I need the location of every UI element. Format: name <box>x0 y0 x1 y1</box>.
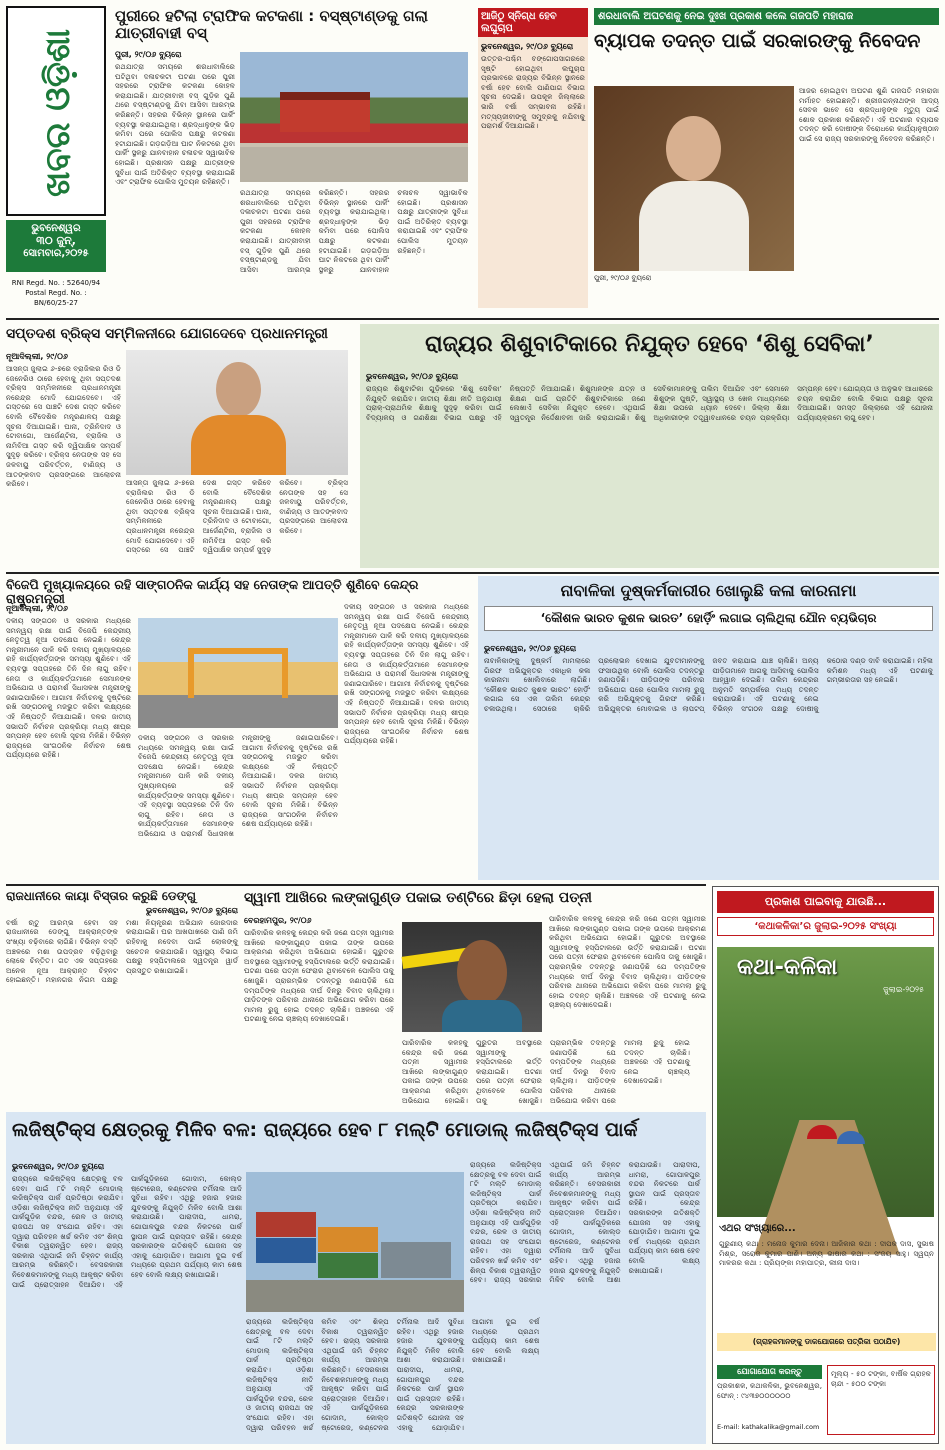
article-logistics <box>6 1112 706 1444</box>
photo-woman-body <box>442 1000 522 1032</box>
body-weather: ଉତ୍ତର-ପଶ୍ଚିମ ବଙ୍ଗୋପସାଗରରେ ସୃଷ୍ଟି ହୋଇଥିବା ଲଘୁଚାପ ପ୍ରଭାବରେ ରାଜ୍ୟର ବିଭିନ୍ନ ସ୍ଥାନରେ ବର୍ଷା ହେବ ବୋଲି ପାଣିପାଗ ବିଭାଗ ସୂଚନା ଦେଇଛି। ଉପକୂଳ ଜିଲ୍ଲାରେ ଭାରି ବର୍ଷା ସମ୍ଭାବନା ରହିଛି। ମତ୍ସ୍ୟଜୀବୀଙ୍କୁ ସମୁଦ୍ରକୁ ନଯିବାକୁ ପରାମର୍ଶ ଦିଆଯାଇଛି। <box>481 54 585 131</box>
pm-text-left <box>6 350 121 566</box>
headline-sishu: ରାଜ୍ୟର ଶିଶୁବାଟିକାରେ ନିଯୁକ୍ତ ହେବେ ‘ଶିଶୁ ସେବିକା’ <box>425 332 874 357</box>
magazine-cover <box>717 947 934 1217</box>
photo-gajapati <box>594 86 794 271</box>
photo-bus-stand <box>240 52 468 182</box>
body-wife-bottom: ପାରିବାରିକ କଳହକୁ କେନ୍ଦ୍ର କରି ଜଣେ ପତ୍ନୀ ସ୍ୱାମୀର ଆଖିରେ ଲଙ୍କାଗୁଣ୍ଡ ପକାଇ ତାଙ୍କ ଉପରେ ଆକ୍ରମଣ କରିଥିବା ଅଭିଯୋଗ ହୋଇଛି। ଗୁରୁତର ଅବସ୍ଥାରେ ସ୍ୱାମୀଙ୍କୁ ହସ୍ପିଟାଲରେ ଭର୍ତ୍ତି କରାଯାଇଛି। ଘଟଣା ପରେ ପତ୍ନୀ ଫେରାର ଥିବାବେଳେ ପୋଲିସ ତାକୁ ଖୋଜୁଛି। ପ୍ରାରମ୍ଭିକ ତଦନ୍ତରୁ ଜଣାପଡ଼ିଛି ଯେ ଦମ୍ପତିଙ୍କ ମଧ୍ୟରେ ଦୀର୍ଘ ଦିନରୁ ବିବାଦ ଚାଲିଥିଲା। ପୀଡ଼ିତଙ୍କ ପରିବାର ଥାନାରେ ଅଭିଯୋଗ କରିବା ପରେ ମାମଲା ରୁଜୁ ହୋଇ ତଦନ୍ତ ଚାଲିଛି। ଅଞ୍ଚଳରେ ଏହି ଘଟଣାକୁ ନେଇ ଚାଞ୍ଚଲ୍ୟ ଦେଖାଦେଇଛି। <box>402 1038 690 1105</box>
headline-puri: ପୁରୀରେ ହଟିଲା ଟ୍ରାଫିକ କଟକଣା : ବସ୍‌ଷ୍ଟାଣ୍ଡକୁ ଗଲା ଯାତ୍ରୀବାହୀ ବସ୍ <box>115 7 428 43</box>
headline-nabalika: ‘କୌଶଳ ଭାରତ କୁଶଳ ଭାରତ’ ହୋର୍ଡ଼ିଂ ଲଗାଇ ଚାଲିଥିଲା ଯୌନ ବ୍ୟଭିଚାର <box>484 606 933 631</box>
body-nabalika: ନାବାଳିକାଙ୍କୁ ଦୁଷ୍କର୍ମ ମାମଲାରେ ଗିରଫ ଅଭିଯୁକ୍ତର ଏକାଧିକ କଳା କାରନାମା ଖୋଲିବାରେ ଲାଗିଛି। ‘କୌଶଳ ଭାରତ କୁଶଳ ଭାରତ’ ହୋର୍ଡ଼ିଂ ଲଗାଇ ସେ ଏକ ତାଲିମ କେନ୍ଦ୍ର ଚଳାଉଥିଲା। ସେଠାରେ ଚାକିରି ପ୍ରଲୋଭନ ଦେଖାଇ ଯୁବତୀମାନଙ୍କୁ ଫସାଉଥିଲା ବୋଲି ପୋଲିସ ତଦନ୍ତରୁ ଜଣାପଡ଼ିଛି। ପୀଡ଼ିତାଙ୍କ ପରିବାର ଅଭିଯୋଗ ପରେ ପୋଲିସ ମାମଲା ରୁଜୁ କରି ଅଭିଯୁକ୍ତକୁ ଗିରଫ କରିଛି। ଅଭିଯୁକ୍ତର ମୋବାଇଲ ଓ ଲାପଟପ୍ ଜବତ କରାଯାଇ ଯାଞ୍ଚ ଚାଲିଛି। ଅନ୍ୟ ପୀଡ଼ିତାମାନେ ଆଗକୁ ଆସିବାକୁ ପୋଲିସ ଆହ୍ୱାନ ଦେଇଛି। ତାଲିମ କେନ୍ଦ୍ରର ଅନୁମତି ସମ୍ପର୍କରେ ମଧ୍ୟ ତଦନ୍ତ କରାଯାଉଛି। ଏହି ଘଟଣାକୁ ନେଇ ବିଭିନ୍ନ ସଂଗଠନ ପକ୍ଷରୁ ଦୋଷୀକୁ କଠୋର ଦଣ୍ଡ ଦାବି କରାଯାଇଛି। ମହିଳା କମିଶନ ମଧ୍ୟ ଏହି ଘଟଣାକୁ ଗମ୍ଭୀରତାର ସହ ନେଇଛି। <box>484 656 933 713</box>
headline-pm: ସପ୍ତଦଶ ବ୍ରିକ୍ସ ସମ୍ମିଳନୀରେ ଯୋଗଦେବେ ପ୍ରଧାନମନ୍ତ୍ରୀ <box>6 326 328 342</box>
masthead <box>6 6 106 316</box>
cover-path <box>754 1120 899 1254</box>
ad-subbanner: ‘କଥାକଳିକା’ର ଜୁଲାଇ-୨୦୨୫ ସଂଖ୍ୟା <box>717 917 934 936</box>
dateline-logistics: ଭୁବନେଶ୍ୱର, ୨୯/୦୬ ବ୍ୟୁରୋ <box>12 1162 105 1171</box>
photo-woman <box>402 922 542 1032</box>
sishu-text <box>366 370 933 564</box>
magazine-title: କଥା-କଳିକା <box>737 955 838 980</box>
pm-text-bottom: ଆସନ୍ତା ଜୁଲାଇ ୬-୭ରେ ବ୍ରାଜିଲର ରିଓ ଡି ଜେନେରିଓ ଠାରେ ହେବାକୁ ଥିବା ସପ୍ତଦଶ ବ୍ରିକ୍ସ ସମ୍ମିଳନୀରେ ପ୍ରଧାନମନ୍ତ୍ରୀ ନରେନ୍ଦ୍ର ମୋଦି ଯୋଗଦେବେ। ଏହି ଗସ୍ତରେ ସେ ପାଞ୍ଚଟି ଦେଶ ଗସ୍ତ କରିବେ ବୋଲି ବୈଦେଶିକ ମନ୍ତ୍ରଣାଳୟ ପକ୍ଷରୁ ସୂଚନା ଦିଆଯାଇଛି। ଘାନା, ତ୍ରିନିଦାଦ ଓ ଟୋବାଗୋ, ଆର୍ଜେଣ୍ଟିନା, ବ୍ରାଜିଲ ଓ ନାମିବିଆ ଗସ୍ତ କରି ଦ୍ୱିପାକ୍ଷିକ ସମ୍ପର୍କ ସୁଦୃଢ଼ କରିବେ। ବ୍ରିକ୍ସ ନେତାଙ୍କ ସହ ସେ ଜଳବାୟୁ ପରିବର୍ତ୍ତନ, ବାଣିଜ୍ୟ ଓ ଆତଙ୍କବାଦ ପ୍ରସଙ୍ଗରେ ଆଲୋଚନା କରିବେ। <box>126 478 348 555</box>
caption-gajapati: ପୁରୀ, ୨୯/୦୬ ବ୍ୟୁରୋ <box>594 274 652 282</box>
kicker-gajapati: ଶରଧାବାଲି ଅଘଟଣକୁ ନେଇ ଦୁଃଖ ପ୍ରକାଶ କଲେ ଗଜପତି ମହାରାଜ <box>594 8 939 25</box>
headline-bjp: ବିଜେପି ମୁଖ୍ୟାଳୟରେ ରହି ସାଙ୍ଗଠନିକ କାର୍ଯ୍ୟ ସହ ନେତାଙ୍କ ଆପତ୍ତି ଶୁଣିବେ କେନ୍ଦ୍ର ରାଷ୍ଟ୍ରମନ୍ତ୍ରୀ <box>6 577 419 607</box>
dateline-wife: ବେରହାମପୁର, ୨୯/୦୬ <box>244 916 312 925</box>
ad-kathakalika <box>712 886 939 1444</box>
headline-wife: ସ୍ୱାମୀ ଆଖିରେ ଲଙ୍କାଗୁଣ୍ଡ ପକାଇ ତଣ୍ଟିରେ ଛିଡ଼ା ହେଲା ପତ୍ନୀ <box>244 890 592 906</box>
photo-pm-head <box>216 362 261 417</box>
masthead-title: ଖବର ଓଡ଼ିଶା <box>38 29 78 197</box>
contact-title: ଯୋଗାଯୋଗ କରନ୍ତୁ <box>717 1365 822 1379</box>
dateline-puri: ପୁରୀ, ୨୯/୦୬ ବ୍ୟୁରୋ <box>115 50 182 59</box>
body-bjp-left: ଦଳୀୟ ସଙ୍ଗଠନ ଓ ସରକାର ମଧ୍ୟରେ ସମନ୍ୱୟ ରକ୍ଷା ପାଇଁ ବିଜେପି କେନ୍ଦ୍ରୀୟ ନେତୃତ୍ୱ ନୂଆ ପଦକ୍ଷେପ ନେଇଛି। କେନ୍ଦ୍ର ମନ୍ତ୍ରୀମାନେ ପାଳି କରି ଦଳୀୟ ମୁଖ୍ୟାଳୟରେ ରହି କାର୍ଯ୍ୟକର୍ତ୍ତାଙ୍କ ସମସ୍ୟା ଶୁଣିବେ। ଏହି ବ୍ୟବସ୍ଥା ସପ୍ତାହରେ ତିନି ଦିନ ଲାଗୁ ରହିବ। ନେତା ଓ କାର୍ଯ୍ୟକର୍ତ୍ତାମାନେ ସେମାନଙ୍କ ଅଭିଯୋଗ ଓ ପରାମର୍ଶ ସିଧାସଳଖ ମନ୍ତ୍ରୀଙ୍କୁ ଜଣାଇପାରିବେ। ଆଗାମୀ ନିର୍ବାଚନକୁ ଦୃଷ୍ଟିରେ ରଖି ସଙ୍ଗଠନକୁ ମଜଭୁତ କରିବା ଲକ୍ଷ୍ୟରେ ଏହି ନିଷ୍ପତ୍ତି ନିଆଯାଇଛି। ଦଳର ଜାତୀୟ ସଭାପତି ନିର୍ବାଚନ ପ୍ରକ୍ରିୟା ମଧ୍ୟ ଶୀଘ୍ର ସମ୍ପନ୍ନ ହେବ ବୋଲି ସୂଚନା ମିଳିଛି। ବିଭିନ୍ନ ରାଜ୍ୟରେ ସାଂଗଠନିକ ନିର୍ବାଚନ ଶେଷ ପର୍ଯ୍ୟାୟରେ ରହିଛି। <box>6 616 131 760</box>
dateline-dengue: ଭୁବନେଶ୍ୱର, ୨୯/୦୬ ବ୍ୟୁରୋ <box>145 905 238 915</box>
rni-number: RNI Regd. No. : 52640/94 <box>11 279 101 287</box>
dateline-nabalika: ଭୁବନେଶ୍ୱର, ୨୯/୦୬ ବ୍ୟୁରୋ <box>484 644 577 653</box>
contact-email: E-mail: kathakalika@gmail.com <box>717 1423 820 1431</box>
dateline-bjp: ନୂଆଦିଲ୍ଲୀ, ୨୯/୦୬ <box>6 604 68 613</box>
headline-logistics: ଲଜିଷ୍ଟିକ୍ସ କ୍ଷେତ୍ରକୁ ମିଳିବ ବଳ: ରାଜ୍ୟରେ ହେବ ୮ ମଲ୍ଟି ମୋଡାଲ୍ ଲଜିଷ୍ଟିକ୍ସ ପାର୍କ <box>12 1119 638 1141</box>
photo-building <box>280 92 370 132</box>
body-logistics-under-photo: ରାଜ୍ୟରେ ଲଜିଷ୍ଟିକ୍ସ କ୍ଷେତ୍ରକୁ ବଳ ଦେବା ପାଇଁ ୮ଟି ମଲ୍ଟି ମୋଡାଲ୍ ଲଜିଷ୍ଟିକ୍ସ ପାର୍କ ପ୍ରତିଷ୍ଠା କରାଯିବ। ଓଡ଼ିଶା ଲଜିଷ୍ଟିକ୍ସ ନୀତି ଅନୁଯାୟୀ ଏହି ପାର୍କଗୁଡ଼ିକ ବନ୍ଦର, ରେଳ ଓ ଜାତୀୟ ରାଜପଥ ସହ ସଂଯୋଗ ରହିବ। ଏହା ଦ୍ୱାରା ପରିବହନ ଖର୍ଚ୍ଚ କମିବ ଏବଂ ଶିଳ୍ପ ବିକାଶ ତ୍ୱରାନ୍ୱିତ ହେବ। ରାଜ୍ୟ ସରକାର ଏଥିପାଇଁ ଜମି ଚିହ୍ନଟ କାର୍ଯ୍ୟ ଆରମ୍ଭ କରିଛନ୍ତି। ବେସରକାରୀ ନିବେଶକମାନଙ୍କୁ ମଧ୍ୟ ଆକୃଷ୍ଟ କରିବା ପାଇଁ ପ୍ରୋତ୍ସାହନ ଦିଆଯିବ। ଏହି ପାର୍କଗୁଡ଼ିକରେ ଗୋଦାମ, କୋଲ୍ଡ ଷ୍ଟୋରେଜ, କଣ୍ଟେନର ଟର୍ମିନାଲ ଆଦି ସୁବିଧା ରହିବ। ଏଥିରୁ ହଜାର ହଜାର ଯୁବକଙ୍କୁ ନିଯୁକ୍ତି ମିଳିବ ବୋଲି ଆଶା କରାଯାଉଛି। ପାରାଦୀପ, ଧାମରା, ଗୋପାଳପୁର ବନ୍ଦର ନିକଟରେ ପାର୍କ ସ୍ଥାପନ ପାଇଁ ପ୍ରସ୍ତାବ ରହିଛି। କେନ୍ଦ୍ର ସରକାରଙ୍କ ଗତିଶକ୍ତି ଯୋଜନା ସହ ଏହାକୁ ଯୋଡ଼ାଯିବ। ଆଗାମୀ ଦୁଇ ବର୍ଷ ମଧ୍ୟରେ ପ୍ରଥମ ପର୍ଯ୍ୟାୟ କାମ ଶେଷ ହେବ ବୋଲି ଲକ୍ଷ୍ୟ ରଖାଯାଇଛି। <box>246 1317 540 1432</box>
dateline-weather: ଭୁବନେଶ୍ୱର, ୨୯/୦୬ ବ୍ୟୁରୋ <box>481 42 574 51</box>
container-orange <box>318 1227 378 1252</box>
ad-banner: ପ୍ରକାଶ ପାଇବାକୁ ଯାଉଛି... <box>717 891 934 913</box>
article-puri <box>115 8 470 308</box>
ad-note: (ଗ୍ରାହକମାନଙ୍କୁ ଡାକଯୋଗରେ ପତ୍ରିକା ପଠାଯିବ) <box>717 1333 936 1351</box>
dateline-sishu: ଭୁବନେଶ୍ୱର, ୨୯/୦୬ ବ୍ୟୁରୋ <box>366 372 459 381</box>
body-logistics-right: ରାଜ୍ୟରେ ଲଜିଷ୍ଟିକ୍ସ କ୍ଷେତ୍ରକୁ ବଳ ଦେବା ପାଇଁ ୮ଟି ମଲ୍ଟି ମୋଡାଲ୍ ଲଜିଷ୍ଟିକ୍ସ ପାର୍କ ପ୍ରତିଷ୍ଠା କରାଯିବ। ଓଡ଼ିଶା ଲଜିଷ୍ଟିକ୍ସ ନୀତି ଅନୁଯାୟୀ ଏହି ପାର୍କଗୁଡ଼ିକ ବନ୍ଦର, ରେଳ ଓ ଜାତୀୟ ରାଜପଥ ସହ ସଂଯୋଗ ରହିବ। ଏହା ଦ୍ୱାରା ପରିବହନ ଖର୍ଚ୍ଚ କମିବ ଏବଂ ଶିଳ୍ପ ବିକାଶ ତ୍ୱରାନ୍ୱିତ ହେବ। ରାଜ୍ୟ ସରକାର ଏଥିପାଇଁ ଜମି ଚିହ୍ନଟ କାର୍ଯ୍ୟ ଆରମ୍ଭ କରିଛନ୍ତି। ବେସରକାରୀ ନିବେଶକମାନଙ୍କୁ ମଧ୍ୟ ଆକୃଷ୍ଟ କରିବା ପାଇଁ ପ୍ରୋତ୍ସାହନ ଦିଆଯିବ। ଏହି ପାର୍କଗୁଡ଼ିକରେ ଗୋଦାମ, କୋଲ୍ଡ ଷ୍ଟୋରେଜ, କଣ୍ଟେନର ଟର୍ମିନାଲ ଆଦି ସୁବିଧା ରହିବ। ଏଥିରୁ ହଜାର ହଜାର ଯୁବକଙ୍କୁ ନିଯୁକ୍ତି ମିଳିବ ବୋଲି ଆଶା କରାଯାଉଛି। ପାରାଦୀପ, ଧାମରା, ଗୋପାଳପୁର ବନ୍ଦର ନିକଟରେ ପାର୍କ ସ୍ଥାପନ ପାଇଁ ପ୍ରସ୍ତାବ ରହିଛି। କେନ୍ଦ୍ର ସରକାରଙ୍କ ଗତିଶକ୍ତି ଯୋଜନା ସହ ଏହାକୁ ଯୋଡ଼ାଯିବ। ଆଗାମୀ ଦୁଇ ବର୍ଷ ମଧ୍ୟରେ ପ୍ରଥମ ପର୍ଯ୍ୟାୟ କାମ ଶେଷ ହେବ ବୋଲି ଲକ୍ଷ୍ୟ ରଖାଯାଇଛି। <box>470 1160 700 1285</box>
puri-text-left <box>115 48 235 306</box>
body-sishu: ରାଜ୍ୟର ଶିଶୁବାଟିକା ଗୁଡ଼ିକରେ ‘ଶିଶୁ ସେବିକା’ ନିଯୁକ୍ତି କରାଯିବ। ଜାତୀୟ ଶିକ୍ଷା ନୀତି ଅନୁଯାୟୀ ପ୍ରାକ୍-ପ୍ରାଥମିକ ଶିକ୍ଷାକୁ ସୁଦୃଢ଼ କରିବା ପାଇଁ ବିଦ୍ୟାଳୟ ଓ ଗଣଶିକ୍ଷା ବିଭାଗ ପକ୍ଷରୁ ଏହି ନିଷ୍ପତ୍ତି ନିଆଯାଇଛି। ଶିଶୁମାନଙ୍କ ଯତ୍ନ ଓ ଶିକ୍ଷଣ ପାଇଁ ପ୍ରତିଟି ଶିଶୁବାଟିକାରେ ଜଣେ ଲେଖାଏଁ ସେବିକା ନିଯୁକ୍ତ ହେବେ। ଏଥିପାଇଁ ସ୍ୱତନ୍ତ୍ର ନିର୍ଦ୍ଦେଶାବଳୀ ଜାରି କରାଯାଇଛି। ଶିଶୁ ସେବିକାମାନଙ୍କୁ ତାଲିମ ଦିଆଯିବ ଏବଂ ସେମାନେ ଶିଶୁଙ୍କ ପୁଷ୍ଟି, ସ୍ୱାସ୍ଥ୍ୟ ଓ ଖେଳ ମାଧ୍ୟମରେ ଶିକ୍ଷା ଉପରେ ଧ୍ୟାନ ଦେବେ। ଜିଲ୍ଲା ଶିକ୍ଷା ଅଧିକାରୀଙ୍କ ତତ୍ତ୍ୱାବଧାନରେ ଚୟନ ପ୍ରକ୍ରିୟା ସମ୍ପନ୍ନ ହେବ। ଯୋଗ୍ୟତା ଓ ଅନୁଭବ ଆଧାରରେ ଚୟନ କରାଯିବ ବୋଲି ବିଭାଗ ପକ୍ଷରୁ ସୂଚନା ଦିଆଯାଇଛି। ସମସ୍ତ ଜିଲ୍ଲାରେ ଏହି ଯୋଜନା ପର୍ଯ୍ୟାୟକ୍ରମେ ଲାଗୁ ହେବ। <box>366 384 933 422</box>
wife-text-left <box>244 914 394 1108</box>
body-pm: ଆସନ୍ତା ଜୁଲାଇ ୬-୭ରେ ବ୍ରାଜିଲର ରିଓ ଡି ଜେନେରିଓ ଠାରେ ହେବାକୁ ଥିବା ସପ୍ତଦଶ ବ୍ରିକ୍ସ ସମ୍ମିଳନୀରେ ପ୍ରଧାନମନ୍ତ୍ରୀ ନରେନ୍ଦ୍ର ମୋଦି ଯୋଗଦେବେ। ଏହି ଗସ୍ତରେ ସେ ପାଞ୍ଚଟି ଦେଶ ଗସ୍ତ କରିବେ ବୋଲି ବୈଦେଶିକ ମନ୍ତ୍ରଣାଳୟ ପକ୍ଷରୁ ସୂଚନା ଦିଆଯାଇଛି। ଘାନା, ତ୍ରିନିଦାଦ ଓ ଟୋବାଗୋ, ଆର୍ଜେଣ୍ଟିନା, ବ୍ରାଜିଲ ଓ ନାମିବିଆ ଗସ୍ତ କରି ଦ୍ୱିପାକ୍ଷିକ ସମ୍ପର୍କ ସୁଦୃଢ଼ କରିବେ। ବ୍ରିକ୍ସ ନେତାଙ୍କ ସହ ସେ ଜଳବାୟୁ ପରିବର୍ତ୍ତନ, ବାଣିଜ୍ୟ ଓ ଆତଙ୍କବାଦ ପ୍ରସଙ୍ଗରେ ଆଲୋଚନା କରିବେ। <box>6 364 121 489</box>
postal-label: Postal Regd. No. : <box>25 289 87 297</box>
umbrella-blue <box>837 1131 865 1144</box>
photo-person-body <box>639 181 749 271</box>
photo-pm-body <box>191 415 286 475</box>
article-sishu <box>360 324 939 568</box>
photo-bjp-office <box>138 618 338 728</box>
magazine-issue: ଜୁଲାଇ-୨୦୨୫ <box>883 985 924 994</box>
photo-road <box>240 147 468 182</box>
headline-weather: ଆଜିଠୁ ସ୍ନିଗ୍ଧ ହେବ ଲଘୁଚାପ <box>478 8 588 37</box>
masthead-date: ୩୦ ଜୁନ୍, <box>36 234 76 247</box>
body-wife-right: ପାରିବାରିକ କଳହକୁ କେନ୍ଦ୍ର କରି ଜଣେ ପତ୍ନୀ ସ୍ୱାମୀର ଆଖିରେ ଲଙ୍କାଗୁଣ୍ଡ ପକାଇ ତାଙ୍କ ଉପରେ ଆକ୍ରମଣ କରିଥିବା ଅଭିଯୋଗ ହୋଇଛି। ଗୁରୁତର ଅବସ୍ଥାରେ ସ୍ୱାମୀଙ୍କୁ ହସ୍ପିଟାଲରେ ଭର୍ତ୍ତି କରାଯାଇଛି। ଘଟଣା ପରେ ପତ୍ନୀ ଫେରାର ଥିବାବେଳେ ପୋଲିସ ତାକୁ ଖୋଜୁଛି। ପ୍ରାରମ୍ଭିକ ତଦନ୍ତରୁ ଜଣାପଡ଼ିଛି ଯେ ଦମ୍ପତିଙ୍କ ମଧ୍ୟରେ ଦୀର୍ଘ ଦିନରୁ ବିବାଦ ଚାଲିଥିଲା। ପୀଡ଼ିତଙ୍କ ପରିବାର ଥାନାରେ ଅଭିଯୋଗ କରିବା ପରେ ମାମଲା ରୁଜୁ ହୋଇ ତଦନ୍ତ ଚାଲିଛି। ଅଞ୍ଚଳରେ ଏହି ଘଟଣାକୁ ନେଇ ଚାଞ୍ଚଲ୍ୟ ଦେଖାଦେଇଛି। <box>549 914 706 1010</box>
kicker-nabalika: ନାବାଳିକା ଦୁଷ୍କର୍ମକାରୀର ଖୋଲୁଛି କଳା କାରନାମା <box>560 581 857 600</box>
contents-title: ଏଥର ସଂଖ୍ୟାରେ... <box>719 1223 796 1234</box>
article-weather <box>478 8 588 308</box>
body-wife-left: ପାରିବାରିକ କଳହକୁ କେନ୍ଦ୍ର କରି ଜଣେ ପତ୍ନୀ ସ୍ୱାମୀର ଆଖିରେ ଲଙ୍କାଗୁଣ୍ଡ ପକାଇ ତାଙ୍କ ଉପରେ ଆକ୍ରମଣ କରିଥିବା ଅଭିଯୋଗ ହୋଇଛି। ଗୁରୁତର ଅବସ୍ଥାରେ ସ୍ୱାମୀଙ୍କୁ ହସ୍ପିଟାଲରେ ଭର୍ତ୍ତି କରାଯାଇଛି। ଘଟଣା ପରେ ପତ୍ନୀ ଫେରାର ଥିବାବେଳେ ପୋଲିସ ତାକୁ ଖୋଜୁଛି। ପ୍ରାରମ୍ଭିକ ତଦନ୍ତରୁ ଜଣାପଡ଼ିଛି ଯେ ଦମ୍ପତିଙ୍କ ମଧ୍ୟରେ ଦୀର୍ଘ ଦିନରୁ ବିବାଦ ଚାଲିଥିଲା। ପୀଡ଼ିତଙ୍କ ପରିବାର ଥାନାରେ ଅଭିଯୋଗ କରିବା ପରେ ମାମଲା ରୁଜୁ ହୋଇ ତଦନ୍ତ ଚାଲିଛି। ଅଞ୍ଚଳରେ ଏହି ଘଟଣାକୁ ନେଇ ଚାଞ୍ଚଲ୍ୟ ଦେଖାଦେଇଛି। <box>244 928 394 1024</box>
container-ground <box>246 1280 464 1312</box>
divider-row3 <box>6 884 706 886</box>
container-green <box>318 1253 378 1278</box>
article-wife <box>244 890 706 1108</box>
dateline-pm: ନୂଆଦିଲ୍ଲୀ, ୨୯/୦୬ <box>6 352 68 361</box>
price-info: ମୂଲ୍ୟ - ୫୦ ଟଙ୍କା, ବାର୍ଷିକ ଗ୍ରାହକ ଚାନ୍ଦା - ୫୦୦ ଟଙ୍କା <box>827 1365 935 1435</box>
photo-woman-face <box>457 940 507 1005</box>
puri-text-bottom: ରଥଯାତ୍ରା ସମୟରେ ଶରଧାବାଲିରେ ଘଟିଥିବା ଦଳାଚକଟା ଘଟଣା ପରେ ପୁରୀ ସହରରେ ଟ୍ରାଫିକ କଟକଣା କୋହଳ କରାଯାଇଛି। ଯାତ୍ରୀବାହୀ ବସ୍ ଗୁଡ଼ିକ ପୁଣି ଥରେ ବସ୍‌ଷ୍ଟାଣ୍ଡକୁ ଯିବା ଆସିବା ଆରମ୍ଭ କରିଛନ୍ତି। ସହରର ବିଭିନ୍ନ ସ୍ଥାନରେ ପାର୍କିଂ ବ୍ୟବସ୍ଥା କରାଯାଇଥିଲା। ଶ୍ରଦ୍ଧାଳୁଙ୍କ ଭିଡ଼ କମିବା ପରେ ପୋଲିସ ପକ୍ଷରୁ କଟକଣା ହଟାଯାଇଛି। ଗଡ଼ଗଡ଼ିଆ ଘାଟ ନିକଟରେ ଥିବା ପାର୍କିଂ ସ୍ଥଳରୁ ଯାନବାହାନ ଚଳାଚଳ ସ୍ୱାଭାବିକ ହୋଇଛି। ପ୍ରଶାସନ ପକ୍ଷରୁ ଯାତ୍ରୀଙ୍କ ସୁବିଧା ପାଇଁ ଅତିରିକ୍ତ ବ୍ୟବସ୍ଥା କରାଯାଇଛି ଏବଂ ଟ୍ରାଫିକ ପୋଲିସ ମୁତୟନ ରହିଛନ୍ତି। <box>240 188 468 274</box>
body-logistics-left: ରାଜ୍ୟରେ ଲଜିଷ୍ଟିକ୍ସ କ୍ଷେତ୍ରକୁ ବଳ ଦେବା ପାଇଁ ୮ଟି ମଲ୍ଟି ମୋଡାଲ୍ ଲଜିଷ୍ଟିକ୍ସ ପାର୍କ ପ୍ରତିଷ୍ଠା କରାଯିବ। ଓଡ଼ିଶା ଲଜିଷ୍ଟିକ୍ସ ନୀତି ଅନୁଯାୟୀ ଏହି ପାର୍କଗୁଡ଼ିକ ବନ୍ଦର, ରେଳ ଓ ଜାତୀୟ ରାଜପଥ ସହ ସଂଯୋଗ ରହିବ। ଏହା ଦ୍ୱାରା ପରିବହନ ଖର୍ଚ୍ଚ କମିବ ଏବଂ ଶିଳ୍ପ ବିକାଶ ତ୍ୱରାନ୍ୱିତ ହେବ। ରାଜ୍ୟ ସରକାର ଏଥିପାଇଁ ଜମି ଚିହ୍ନଟ କାର୍ଯ୍ୟ ଆରମ୍ଭ କରିଛନ୍ତି। ବେସରକାରୀ ନିବେଶକମାନଙ୍କୁ ମଧ୍ୟ ଆକୃଷ୍ଟ କରିବା ପାଇଁ ପ୍ରୋତ୍ସାହନ ଦିଆଯିବ। ଏହି ପାର୍କଗୁଡ଼ିକରେ ଗୋଦାମ, କୋଲ୍ଡ ଷ୍ଟୋରେଜ, କଣ୍ଟେନର ଟର୍ମିନାଲ ଆଦି ସୁବିଧା ରହିବ। ଏଥିରୁ ହଜାର ହଜାର ଯୁବକଙ୍କୁ ନିଯୁକ୍ତି ମିଳିବ ବୋଲି ଆଶା କରାଯାଉଛି। ପାରାଦୀପ, ଧାମରା, ଗୋପାଳପୁର ବନ୍ଦର ନିକଟରେ ପାର୍କ ସ୍ଥାପନ ପାଇଁ ପ୍ରସ୍ତାବ ରହିଛି। କେନ୍ଦ୍ର ସରକାରଙ୍କ ଗତିଶକ୍ତି ଯୋଜନା ସହ ଏହାକୁ ଯୋଡ଼ାଯିବ। ଆଗାମୀ ଦୁଇ ବର୍ଷ ମଧ୍ୟରେ ପ୍ରଥମ ପର୍ଯ୍ୟାୟ କାମ ଶେଷ ହେବ ବୋଲି ଲକ୍ଷ୍ୟ ରଖାଯାଇଛି। <box>12 1174 242 1289</box>
masthead-city: ଭୁବନେଶ୍ୱର <box>31 223 81 234</box>
body-gajapati: ଆଜର ହୋଇଥିବା ଅଘଟଣ ଶୁଣି ଗଜପତି ମହାରାଜା ମର୍ମାହତ ହୋଇଛନ୍ତି। ଶ୍ରୀଜଗନ୍ନାଥଙ୍କ ଆଦ୍ୟ ସେବକ ଭାବେ ସେ ଶ୍ରଦ୍ଧାଳୁଙ୍କ ମୃତ୍ୟୁ ପାଇଁ ଶୋକ ପ୍ରକାଶ କରିଛନ୍ତି। ଏହି ଘଟଣାର ବ୍ୟାପକ ତଦନ୍ତ କରି ଦୋଷୀଙ୍କ ବିରୋଧରେ କାର୍ଯ୍ୟାନୁଷ୍ଠାନ ପାଇଁ ସେ ରାଜ୍ୟ ସରକାରଙ୍କୁ ନିବେଦନ କରିଛନ୍ତି। <box>799 86 939 143</box>
headline-dengue: ରାଜଧାନୀରେ କାୟା ବିସ୍ତାର କରୁଛି ଡେଙ୍ଗୁ <box>6 889 196 903</box>
photo-person-head <box>666 116 721 181</box>
container-red <box>256 1212 316 1237</box>
container-blue <box>256 1238 316 1263</box>
divider-top <box>6 318 939 320</box>
masthead-day: ସୋମବାର,୨୦୨୫ <box>23 248 89 259</box>
divider-row2 <box>6 572 939 574</box>
photo-pm <box>126 350 348 475</box>
body-bjp-bottom: ଦଳୀୟ ସଙ୍ଗଠନ ଓ ସରକାର ମଧ୍ୟରେ ସମନ୍ୱୟ ରକ୍ଷା ପାଇଁ ବିଜେପି କେନ୍ଦ୍ରୀୟ ନେତୃତ୍ୱ ନୂଆ ପଦକ୍ଷେପ ନେଇଛି। କେନ୍ଦ୍ର ମନ୍ତ୍ରୀମାନେ ପାଳି କରି ଦଳୀୟ ମୁଖ୍ୟାଳୟରେ ରହି କାର୍ଯ୍ୟକର୍ତ୍ତାଙ୍କ ସମସ୍ୟା ଶୁଣିବେ। ଏହି ବ୍ୟବସ୍ଥା ସପ୍ତାହରେ ତିନି ଦିନ ଲାଗୁ ରହିବ। ନେତା ଓ କାର୍ଯ୍ୟକର୍ତ୍ତାମାନେ ସେମାନଙ୍କ ଅଭିଯୋଗ ଓ ପରାମର୍ଶ ସିଧାସଳଖ ମନ୍ତ୍ରୀଙ୍କୁ ଜଣାଇପାରିବେ। ଆଗାମୀ ନିର୍ବାଚନକୁ ଦୃଷ୍ଟିରେ ରଖି ସଙ୍ଗଠନକୁ ମଜଭୁତ କରିବା ଲକ୍ଷ୍ୟରେ ଏହି ନିଷ୍ପତ୍ତି ନିଆଯାଇଛି। ଦଳର ଜାତୀୟ ସଭାପତି ନିର୍ବାଚନ ପ୍ରକ୍ରିୟା ମଧ୍ୟ ଶୀଘ୍ର ସମ୍ପନ୍ନ ହେବ ବୋଲି ସୂଚନା ମିଳିଛି। ବିଭିନ୍ନ ରାଜ୍ୟରେ ସାଂଗଠନିକ ନିର୍ବାଚନ ଶେଷ ପର୍ଯ୍ୟାୟରେ ରହିଛି। <box>138 733 338 838</box>
headline-gajapati: ବ୍ୟାପକ ତଦନ୍ତ ପାଇଁ ସରକାରଙ୍କୁ ନିବେଦନ <box>594 30 921 52</box>
article-gajapati <box>594 8 939 308</box>
contents-list: ଗୁରୁଣୀୟ କଥା : ମନୋଜ କୁମାର ଦେନା। ଆଜିକାର କଥା : ଦୀପକ ଦାସ, ସୁଭାଷ ମିଶ୍ର, ସରୋଜ କୁମାର ପାଣି। ଅନ୍ୟ ଭାଷାର କଥା : ସଂଜୟ ସାହୁ। ସ୍ୱପ୍ନ ମାଳରର କଥା : ପ୍ରିୟଙ୍କା ମହାପାତ୍ର, ଲୀନା ଦାସ। <box>719 1239 934 1268</box>
body-dengue: ବର୍ଷା ଋତୁ ଆରମ୍ଭ ହେବା ସହ ରାଜଧାନୀରେ ଡେଙ୍ଗୁ ଆକ୍ରାନ୍ତଙ୍କ ସଂଖ୍ୟା ବଢ଼ିବାରେ ଲାଗିଛି। ବିଭିନ୍ନ ବସ୍ତି ଅଞ୍ଚଳରେ ମଶା ଉପଦ୍ରବ ବଢ଼ିଥିବାରୁ ଲୋକେ ଚିନ୍ତିତ। ଗତ ଏକ ସପ୍ତାହରେ ଅନେକ ନୂଆ ଆକ୍ରାନ୍ତ ଚିହ୍ନଟ ହୋଇଛନ୍ତି। ମହାନଗର ନିଗମ ପକ୍ଷରୁ ମଶା ନିୟନ୍ତ୍ରଣ ଅଭିଯାନ ଜୋରଦାର କରାଯାଇଛି। ଘର ଆଖପାଖରେ ପାଣି ଜମି ରହିବାକୁ ନଦେବା ପାଇଁ ଲୋକଙ୍କୁ ସଚେତନ କରାଯାଉଛି। ସ୍ୱାସ୍ଥ୍ୟ ବିଭାଗ ପକ୍ଷରୁ ହସ୍ପିଟାଲରେ ସ୍ୱତନ୍ତ୍ର ୱାର୍ଡ ପ୍ରସ୍ତୁତ ରଖାଯାଇଛି। <box>6 917 238 985</box>
photo-containers <box>246 1172 464 1312</box>
bjp-text-left <box>6 602 131 878</box>
nabalika-text <box>484 642 933 874</box>
container-gray <box>381 1242 451 1278</box>
masthead-regd <box>6 278 106 308</box>
article-nabalika <box>478 576 939 880</box>
article-dengue <box>6 890 238 1108</box>
logistics-text-left <box>12 1160 242 1440</box>
photo-gate <box>188 648 288 698</box>
article-bjp <box>6 578 471 878</box>
postal-number: BN/60/25-27 <box>33 299 78 307</box>
contact-details: ପ୍ରକାଶକ, କଥାକଳିକା, ଭୁବନେଶ୍ୱର, ଫୋନ୍ : ୯୪୩୭୦୦୦୦୦୦ <box>717 1381 822 1400</box>
masthead-date-box <box>6 220 106 272</box>
body-puri: ରଥଯାତ୍ରା ସମୟରେ ଶରଧାବାଲିରେ ଘଟିଥିବା ଦଳାଚକଟା ଘଟଣା ପରେ ପୁରୀ ସହରରେ ଟ୍ରାଫିକ କଟକଣା କୋହଳ କରାଯାଇଛି। ଯାତ୍ରୀବାହୀ ବସ୍ ଗୁଡ଼ିକ ପୁଣି ଥରେ ବସ୍‌ଷ୍ଟାଣ୍ଡକୁ ଯିବା ଆସିବା ଆରମ୍ଭ କରିଛନ୍ତି। ସହରର ବିଭିନ୍ନ ସ୍ଥାନରେ ପାର୍କିଂ ବ୍ୟବସ୍ଥା କରାଯାଇଥିଲା। ଶ୍ରଦ୍ଧାଳୁଙ୍କ ଭିଡ଼ କମିବା ପରେ ପୋଲିସ ପକ୍ଷରୁ କଟକଣା ହଟାଯାଇଛି। ଗଡ଼ଗଡ଼ିଆ ଘାଟ ନିକଟରେ ଥିବା ପାର୍କିଂ ସ୍ଥଳରୁ ଯାନବାହାନ ଚଳାଚଳ ସ୍ୱାଭାବିକ ହୋଇଛି। ପ୍ରଶାସନ ପକ୍ଷରୁ ଯାତ୍ରୀଙ୍କ ସୁବିଧା ପାଇଁ ଅତିରିକ୍ତ ବ୍ୟବସ୍ଥା କରାଯାଇଛି ଏବଂ ଟ୍ରାଫିକ ପୋଲିସ ମୁତୟନ ରହିଛନ୍ତି। <box>115 62 235 187</box>
masthead-logo <box>6 6 106 216</box>
body-bjp-right: ଦଳୀୟ ସଙ୍ଗଠନ ଓ ସରକାର ମଧ୍ୟରେ ସମନ୍ୱୟ ରକ୍ଷା ପାଇଁ ବିଜେପି କେନ୍ଦ୍ରୀୟ ନେତୃତ୍ୱ ନୂଆ ପଦକ୍ଷେପ ନେଇଛି। କେନ୍ଦ୍ର ମନ୍ତ୍ରୀମାନେ ପାଳି କରି ଦଳୀୟ ମୁଖ୍ୟାଳୟରେ ରହି କାର୍ଯ୍ୟକର୍ତ୍ତାଙ୍କ ସମସ୍ୟା ଶୁଣିବେ। ଏହି ବ୍ୟବସ୍ଥା ସପ୍ତାହରେ ତିନି ଦିନ ଲାଗୁ ରହିବ। ନେତା ଓ କାର୍ଯ୍ୟକର୍ତ୍ତାମାନେ ସେମାନଙ୍କ ଅଭିଯୋଗ ଓ ପରାମର୍ଶ ସିଧାସଳଖ ମନ୍ତ୍ରୀଙ୍କୁ ଜଣାଇପାରିବେ। ଆଗାମୀ ନିର୍ବାଚନକୁ ଦୃଷ୍ଟିରେ ରଖି ସଙ୍ଗଠନକୁ ମଜଭୁତ କରିବା ଲକ୍ଷ୍ୟରେ ଏହି ନିଷ୍ପତ୍ତି ନିଆଯାଇଛି। ଦଳର ଜାତୀୟ ସଭାପତି ନିର୍ବାଚନ ପ୍ରକ୍ରିୟା ମଧ୍ୟ ଶୀଘ୍ର ସମ୍ପନ୍ନ ହେବ ବୋଲି ସୂଚନା ମିଳିଛି। ବିଭିନ୍ନ ରାଜ୍ୟରେ ସାଂଗଠନିକ ନିର୍ବାଚନ ଶେଷ ପର୍ଯ୍ୟାୟରେ ରହିଛି। <box>344 602 469 746</box>
article-pm <box>6 326 351 566</box>
